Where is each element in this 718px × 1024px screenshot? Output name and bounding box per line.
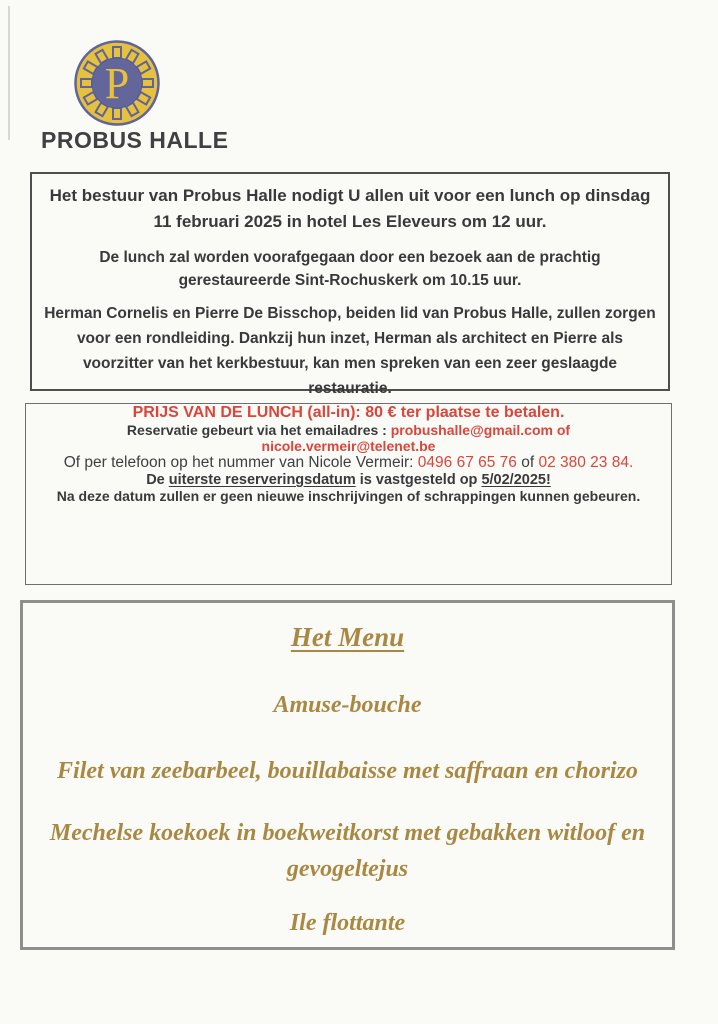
deadline-term: uiterste reserveringsdatum xyxy=(168,472,356,488)
phone-line xyxy=(26,454,671,472)
scan-edge-artifact xyxy=(8,6,10,140)
price-line: PRIJS VAN DE LUNCH (all-in): 80 € ter plaatse te betalen. xyxy=(132,404,565,421)
probus-logo xyxy=(72,38,162,128)
invitation-paragraph-3: Herman Cornelis en Pierre De Bisschop, beiden lid van Probus Halle, zullen zorgen voor een rondleiding. Dankzij hun inzet, Herman als architect en Pierre als voorzitter van het kerkbestuur, kan men spreken van een zeer geslaagde restauratie. xyxy=(44,305,656,397)
deadline-mid: is vastgesteld op xyxy=(355,472,482,488)
menu-item-fish: Filet van zeebarbeel, bouillabaisse met saffraan en chorizo xyxy=(57,758,638,784)
invitation-box xyxy=(30,172,670,397)
deadline-line xyxy=(26,472,671,488)
reservation-line xyxy=(26,422,671,438)
org-name: PROBUS HALLE xyxy=(41,127,229,153)
menu-item-dessert: Ile flottante xyxy=(289,910,406,936)
phone-number-1: 0496 67 65 76 xyxy=(417,454,517,471)
probus-logo-icon xyxy=(72,38,162,128)
phone-number-2: 02 380 23 84. xyxy=(538,454,634,471)
email-address-1: probushalle@gmail.com of xyxy=(390,422,571,438)
invitation-paragraph-2: De lunch zal worden voorafgegaan door een bezoek aan de prachtig gerestaureerde Sint-Rochuskerk om 10.15 uur. xyxy=(99,249,601,289)
phone-prefix: Of per telefoon op het nummer van Nicole Vermeir: xyxy=(63,454,418,471)
menu-title: Het Menu xyxy=(290,622,405,652)
invitation-paragraph-1: Het bestuur van Probus Halle nodigt U allen uit voor een lunch op dinsdag 11 februari 2025 in hotel Les Eleveurs om 12 uur. xyxy=(49,186,651,231)
phone-mid: of xyxy=(516,454,539,471)
price-reservation-box xyxy=(25,403,672,585)
email-address-2: nicole.vermeir@telenet.be xyxy=(261,438,436,454)
closing-line: Na deze datum zullen er geen nieuwe inschrijvingen of schrappingen kunnen gebeuren. xyxy=(56,488,641,504)
menu-item-amuse: Amuse-bouche xyxy=(273,692,422,718)
menu-box xyxy=(20,600,675,950)
reservation-prefix: Reservatie gebeurt via het emailadres : xyxy=(126,422,391,438)
menu-item-main: Mechelse koekoek in boekweitkorst met gebakken witloof en gevogeltejus xyxy=(49,820,646,882)
deadline-pre: De xyxy=(146,472,169,488)
logo-letter: P xyxy=(104,59,130,108)
deadline-date: 5/02/2025! xyxy=(481,472,551,488)
